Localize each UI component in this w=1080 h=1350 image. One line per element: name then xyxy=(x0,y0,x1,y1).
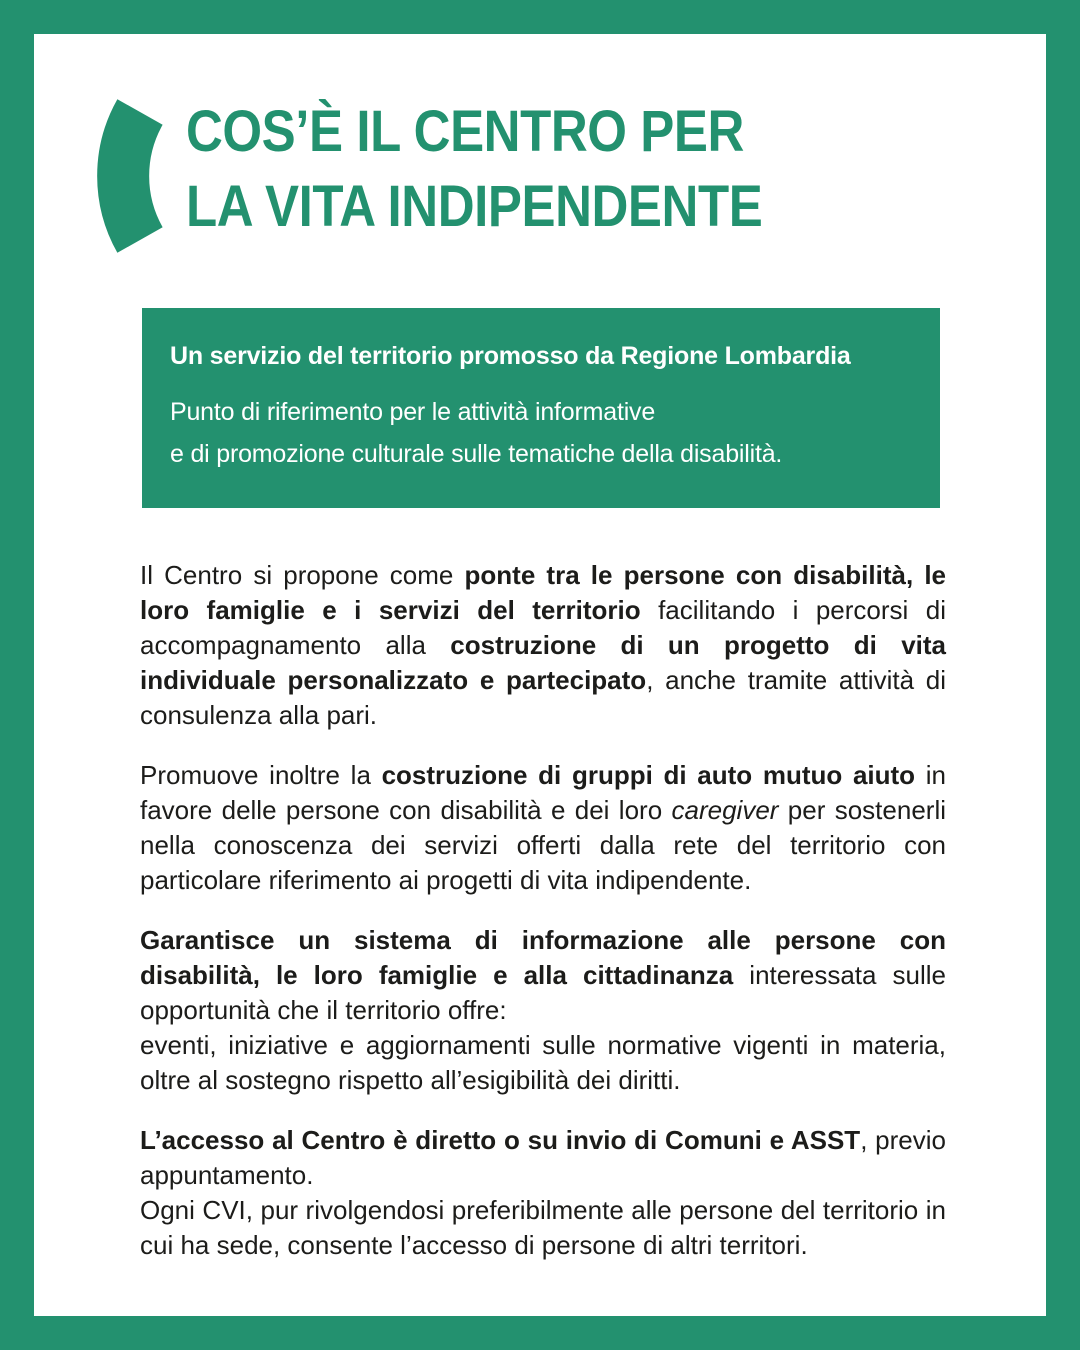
page-title-line2: LA VITA INDIPENDENTE xyxy=(186,174,763,239)
highlight-line-1: Punto di riferimento per le attività informative xyxy=(170,398,656,426)
paragraph: L’accesso al Centro è diretto o su invio di Comuni e ASST, previo appuntamento. Ogni CVI, pur rivolgendosi preferibilmente alle persone del territorio in cui ha sede, consente l’accesso di persone di altri territori. xyxy=(140,1125,946,1260)
paragraph: Il Centro si propone come ponte tra le persone con disabilità, le loro famiglie e i servizi del territorio facilitando i percorsi di accompagnamento alla costruzione di un progetto di vita individuale personalizzato e partecipato, anche tramite attività di consulenza alla pari. xyxy=(140,560,947,730)
page-title-line1: COS’È IL CENTRO PER xyxy=(186,99,744,164)
paragraph: Promuove inoltre la costruzione di gruppi di auto mutuo aiuto in favore delle persone con disabilità e dei loro caregiver per sostenerli nella conoscenza dei servizi offerti dalla rete del territorio con particolare riferimento ai progetti di vita indipendente. xyxy=(140,760,946,895)
highlight-heading: Un servizio del territorio promosso da Regione Lombardia xyxy=(170,342,851,370)
highlight-line-2: e di promozione culturale sulle tematiche della disabilità. xyxy=(170,440,783,468)
parenthesis-accent-path xyxy=(123,112,140,240)
content-panel xyxy=(34,34,1046,1316)
highlight-box xyxy=(142,308,940,508)
body-paragraphs xyxy=(140,558,946,1288)
paragraph: Garantisce un sistema di informazione alle persone con disabilità, le loro famiglie e alla cittadinanza interessata sulle opportunità che il territorio offre: eventi, iniziative e aggiornamenti sulle normative vigenti in materia, oltre al sostegno rispetto all’esigibilità dei diritti. xyxy=(140,925,946,1095)
page-title xyxy=(186,94,762,244)
parenthesis-accent-icon xyxy=(88,92,166,260)
